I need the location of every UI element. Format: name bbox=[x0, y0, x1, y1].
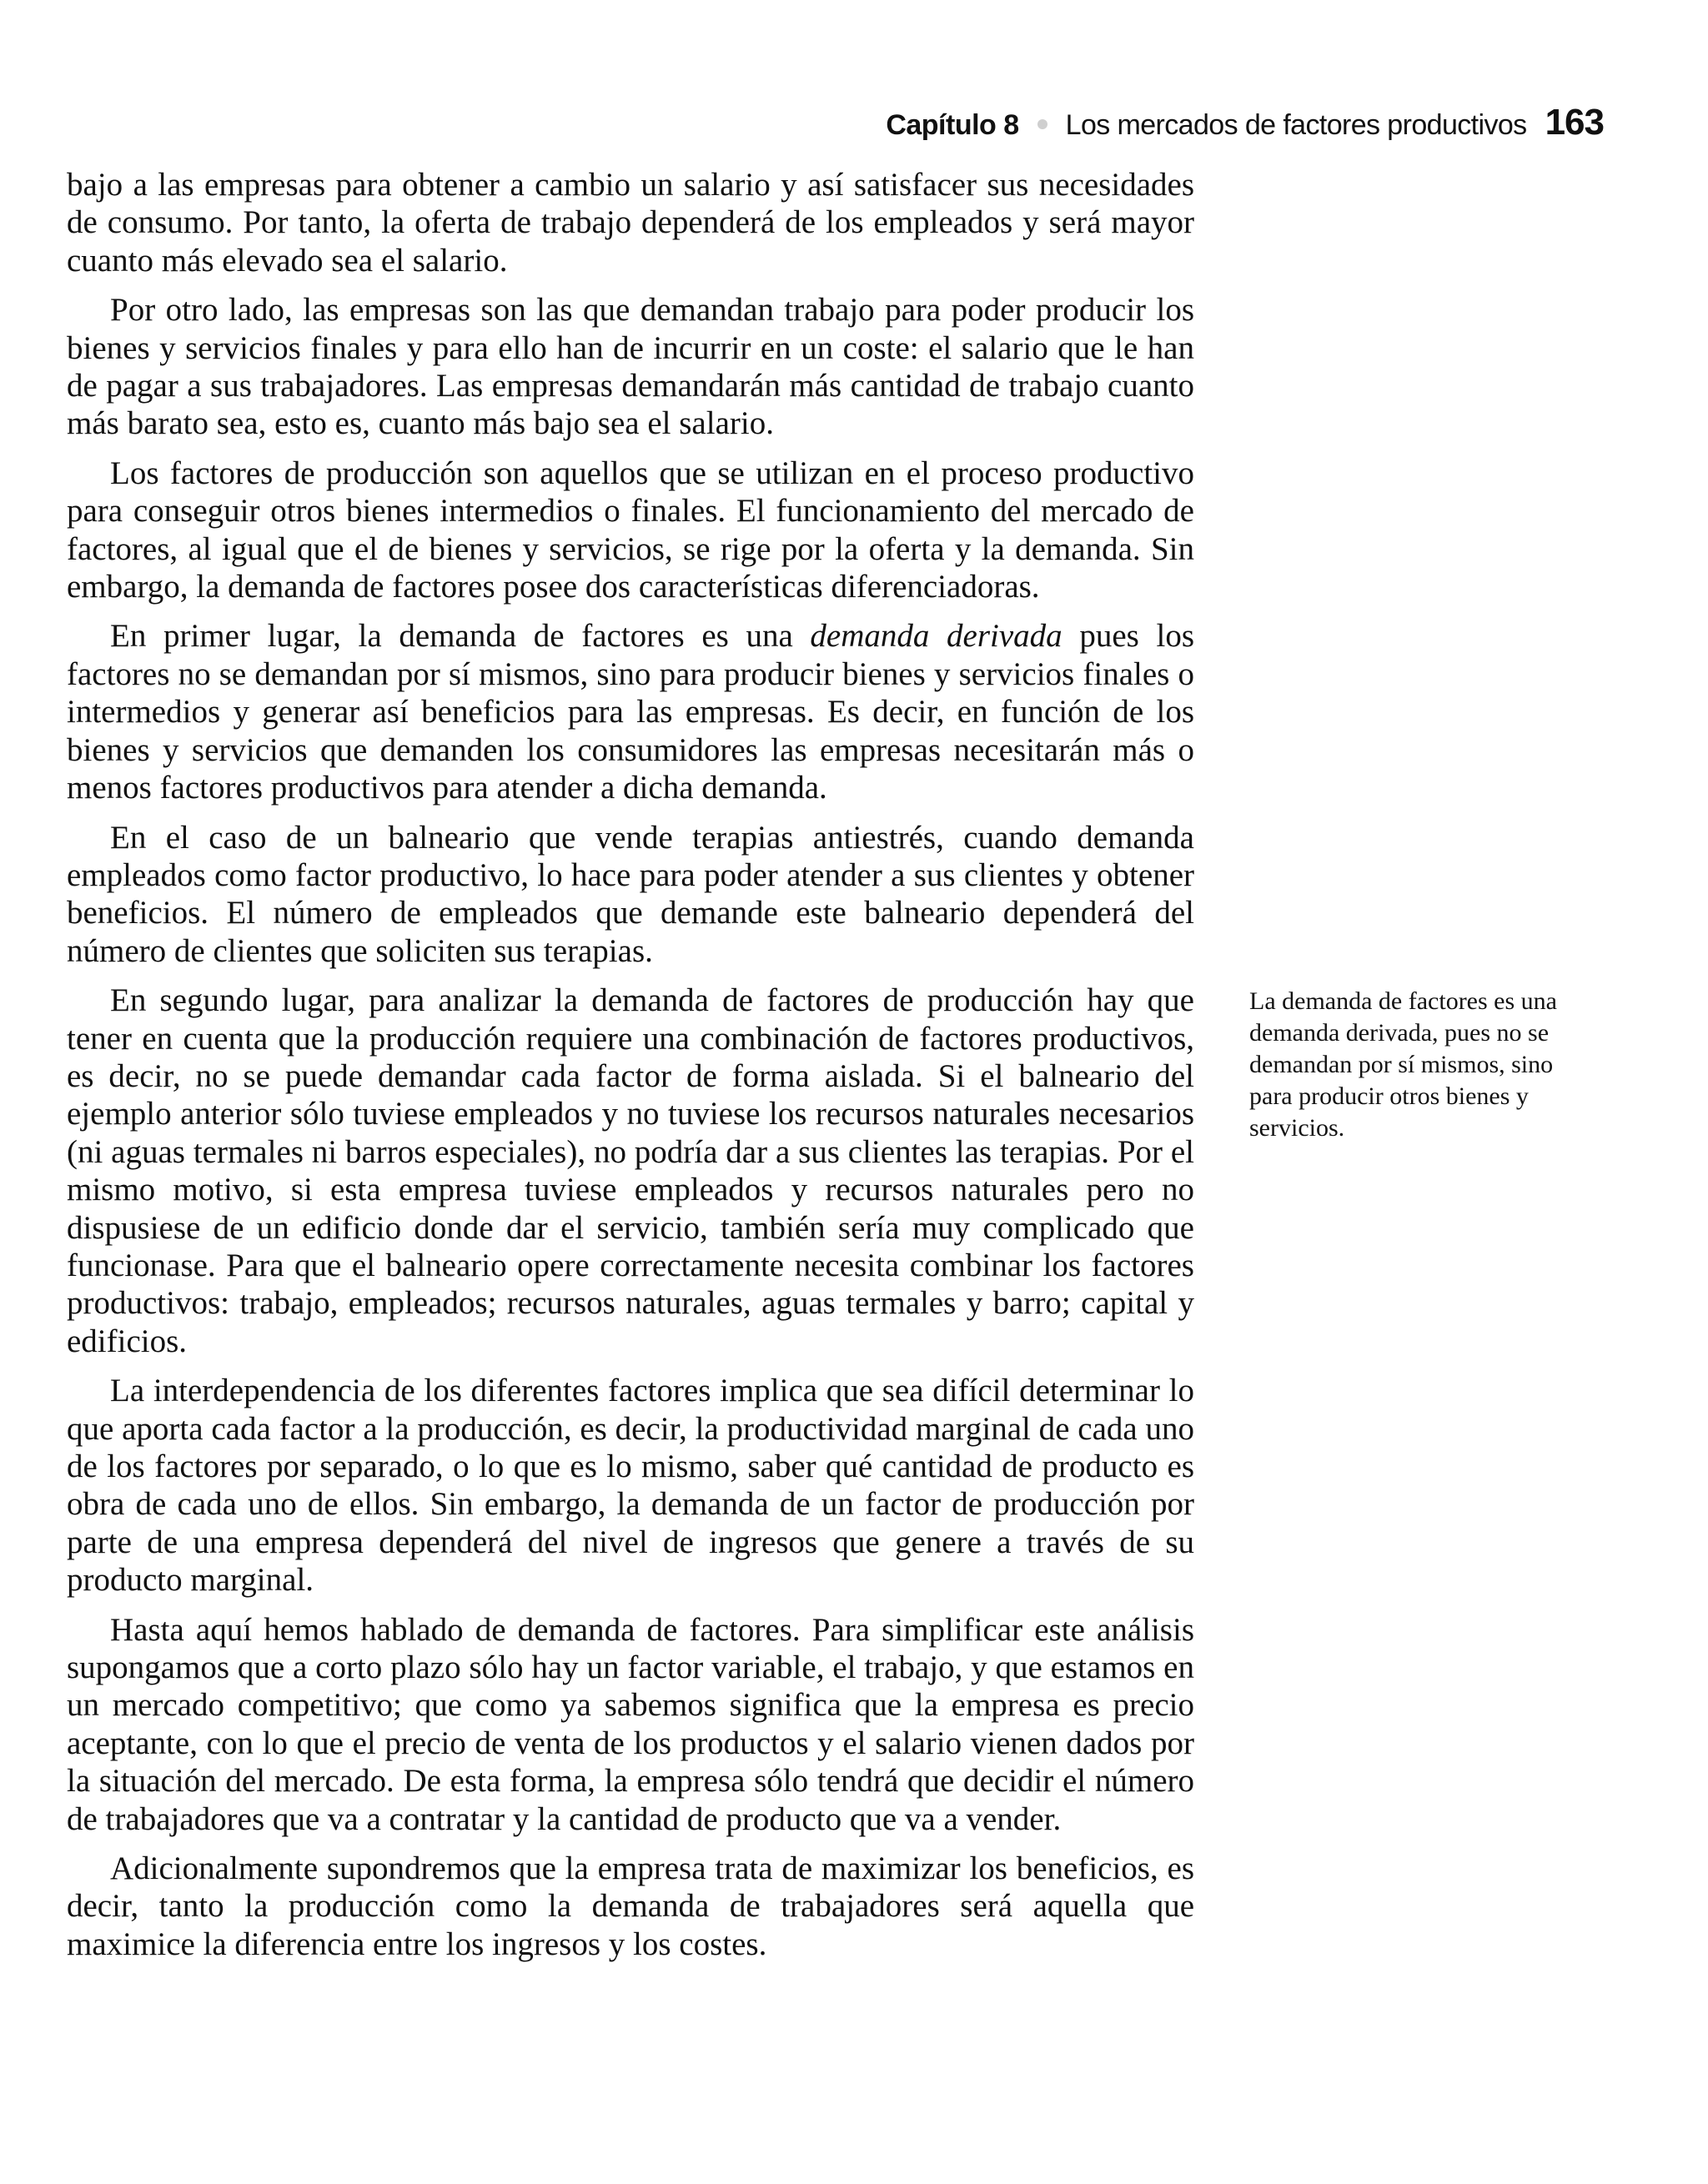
paragraph-1: bajo a las empresas para obtener a cambio un salario y así satisfacer sus necesidades de consumo. Por tanto, la oferta de trabajo dependerá de los empleados y será mayor cuanto más elevado sea el salario. bbox=[67, 167, 1194, 279]
paragraph-4-text-after: pues los factores no se demandan por sí mismos, sino para producir bienes y servicios finales o intermedios y generar así beneficios para las empresas. Es decir, en función de los bienes y servicios que demanden los consumidores las empresas necesitarán más o menos factores productivos para atender a dicha demanda. bbox=[67, 618, 1194, 806]
margin-note: La demanda de factores es una demanda derivada, pues no se demandan por sí mismos, sino para producir otros bienes y servicios. bbox=[1249, 987, 1557, 1142]
paragraph-4-text-before: En primer lugar, la demanda de factores es una bbox=[110, 618, 811, 655]
main-text-column bbox=[67, 166, 1194, 1975]
chapter-title: Los mercados de factores productivos bbox=[1065, 109, 1527, 141]
paragraph-8: Hasta aquí hemos hablado de demanda de factores. Para simplificar este análisis supongamos que a corto plazo sólo hay un factor variable, el trabajo, y que estamos en un mercado competitivo; que como ya sabemos significa que la empresa es precio aceptante, con lo que el precio de venta de los productos y el salario vienen dados por la situación del mercado. De esta forma, la empresa sólo tendrá que decidir el número de trabajadores que va a contratar y la cantidad de producto que va a vender. bbox=[67, 1611, 1194, 1837]
dot-separator-icon bbox=[1037, 119, 1047, 129]
paragraph-4 bbox=[67, 617, 1194, 806]
paragraph-5: En el caso de un balneario que vende terapias antiestrés, cuando demanda empleados como factor productivo, lo hace para poder atender a sus clientes y obtener beneficios. El número de empleados que demande este balneario dependerá del número de clientes que soliciten sus terapias. bbox=[67, 819, 1194, 969]
page-number: 163 bbox=[1545, 102, 1604, 143]
running-header bbox=[886, 102, 1604, 143]
emphasis-demanda-derivada: demanda derivada bbox=[810, 618, 1062, 655]
chapter-label: Capítulo 8 bbox=[886, 109, 1019, 141]
paragraph-9: Adicionalmente supondremos que la empresa trata de maximizar los beneficios, es decir, tanto la producción como la demanda de trabajadores será aquella que maximice la diferencia entre los ingresos y los costes. bbox=[67, 1850, 1194, 1962]
paragraph-6: En segundo lugar, para analizar la demanda de factores de producción hay que tener en cuenta que la producción requiere una combinación de factores productivos, es decir, no se puede demandar cada factor de forma aislada. Si el balneario del ejemplo anterior sólo tuviese empleados y no tuviese los recursos naturales necesarios (ni aguas termales ni barros especiales), no podría dar a sus clientes las terapias. Por el mismo motivo, si esta empresa tuviese empleados y recursos naturales pero no dispusiese de un edificio donde dar el servicio, también sería muy complicado que funcionase. Para que el balneario opere correctamente necesita combinar los factores productivos: trabajo, empleados; recursos naturales, aguas termales y barro; capital y edificios. bbox=[67, 982, 1194, 1359]
paragraph-2: Por otro lado, las empresas son las que demandan trabajo para poder producir los bienes y servicios finales y para ello han de incurrir en un coste: el salario que le han de pagar a sus trabajadores. Las empresas demandarán más cantidad de trabajo cuanto más barato sea, esto es, cuanto más bajo sea el salario. bbox=[67, 292, 1194, 442]
paragraph-3: Los factores de producción son aquellos que se utilizan en el proceso productivo para conseguir otros bienes intermedios o finales. El funcionamiento del mercado de factores, al igual que el de bienes y servicios, se rige por la oferta y la demanda. Sin embargo, la demanda de factores posee dos características diferenciadoras. bbox=[67, 454, 1194, 605]
paragraph-7: La interdependencia de los diferentes factores implica que sea difícil determinar lo que aporta cada factor a la producción, es decir, la productividad marginal de cada uno de los factores por separado, o lo que es lo mismo, saber qué cantidad de producto es obra de cada uno de ellos. Sin embargo, la demanda de un factor de producción por parte de una empresa dependerá del nivel de ingresos que genere a través de su producto marginal. bbox=[67, 1373, 1194, 1599]
